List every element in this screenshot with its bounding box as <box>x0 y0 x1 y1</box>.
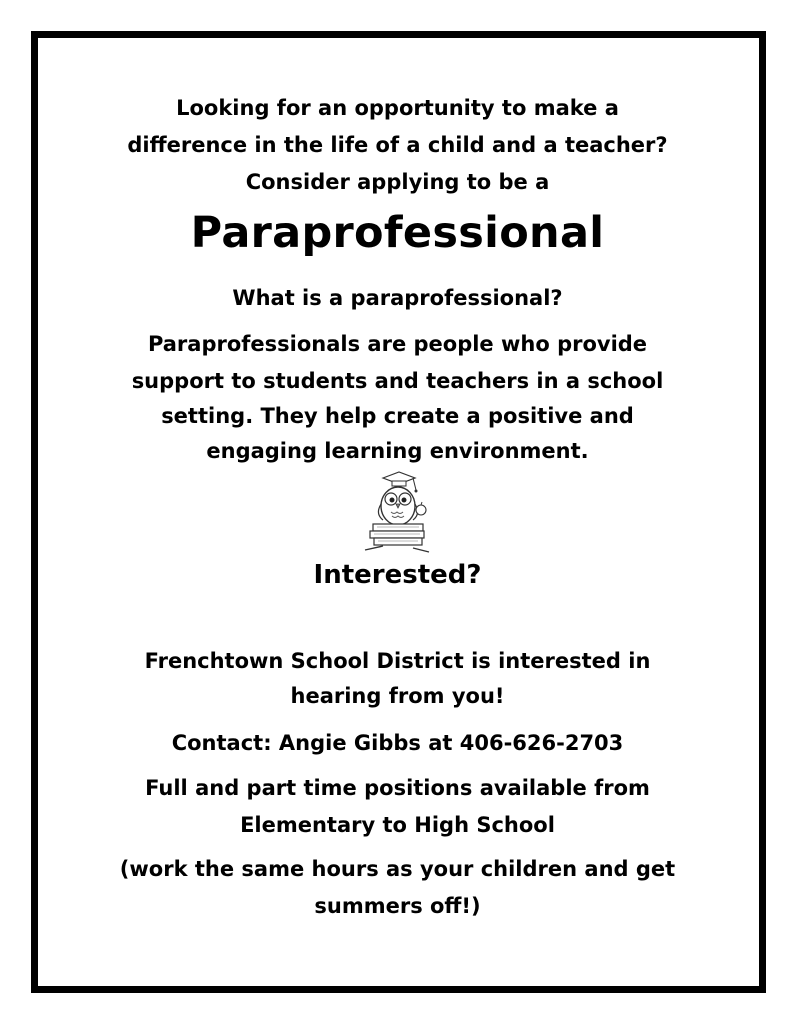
contact-line: Contact: Angie Gibbs at 406-626-2703 <box>171 731 624 755</box>
positions-line-2: Elementary to High School <box>240 813 555 837</box>
note-line-1: (work the same hours as your children and get <box>119 857 676 881</box>
description-line-2: support to students and teachers in a school <box>131 369 664 393</box>
intro-line-2: difference in the life of a child and a teacher? <box>127 133 668 157</box>
description-line-3: setting. They help create a positive and <box>161 404 634 428</box>
page-title: Paraprofessional <box>190 208 605 258</box>
note-line-2: summers off!) <box>314 894 481 918</box>
description-line-1: Paraprofessionals are people who provide <box>147 332 648 356</box>
description-line-4: engaging learning environment. <box>206 439 589 463</box>
intro-line-3: Consider applying to be a <box>245 170 550 194</box>
positions-line-1: Full and part time positions available from <box>145 776 650 800</box>
district-line-1: Frenchtown School District is interested in <box>144 649 651 673</box>
owl-graduate-on-books-icon <box>361 470 435 554</box>
question-heading: What is a paraprofessional? <box>232 286 563 310</box>
intro-line-1: Looking for an opportunity to make a <box>176 96 619 120</box>
district-line-2: hearing from you! <box>290 684 505 708</box>
interested-heading: Interested? <box>313 560 482 590</box>
